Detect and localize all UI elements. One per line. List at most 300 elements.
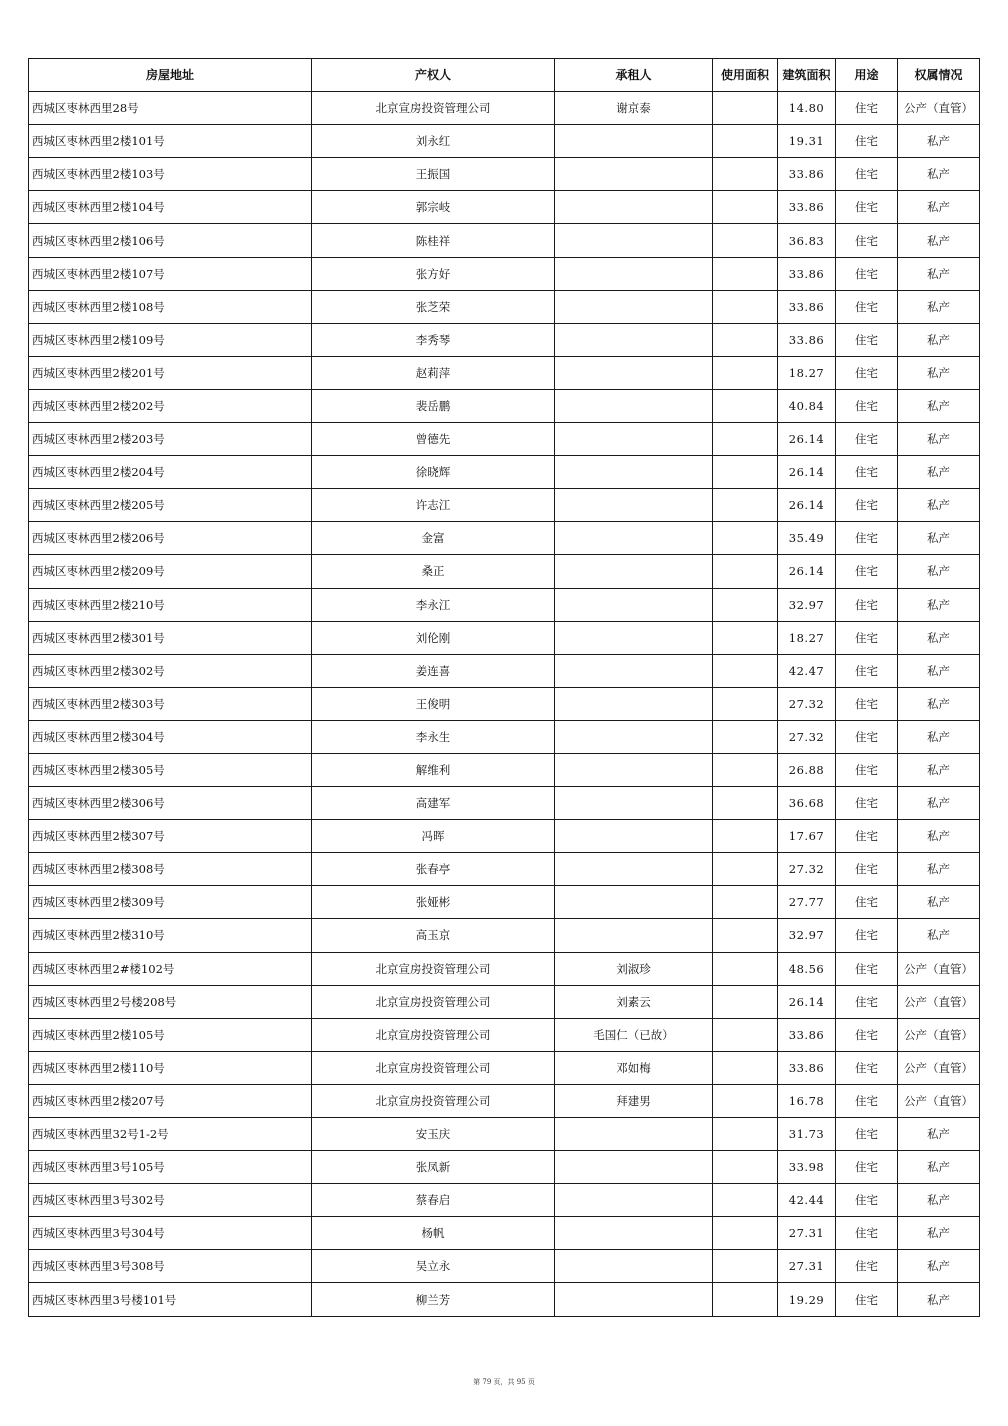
cell-owner: 姜连喜 xyxy=(312,654,555,687)
cell-address: 西城区枣林西里3号楼101号 xyxy=(29,1283,312,1316)
cell-owner: 曾德先 xyxy=(312,423,555,456)
cell-usable-area xyxy=(713,1051,778,1084)
cell-tenant xyxy=(555,919,713,952)
cell-building-area: 27.32 xyxy=(778,720,836,753)
cell-owner: 北京宣房投资管理公司 xyxy=(312,985,555,1018)
table-row xyxy=(29,1217,980,1250)
cell-building-area: 33.86 xyxy=(778,257,836,290)
cell-ownership: 私产 xyxy=(898,687,980,720)
cell-usable-area xyxy=(713,588,778,621)
cell-owner: 北京宣房投资管理公司 xyxy=(312,1051,555,1084)
cell-usage: 住宅 xyxy=(836,654,898,687)
table-row xyxy=(29,125,980,158)
cell-usage: 住宅 xyxy=(836,257,898,290)
cell-address: 西城区枣林西里3号105号 xyxy=(29,1151,312,1184)
table-row xyxy=(29,621,980,654)
cell-ownership: 私产 xyxy=(898,489,980,522)
cell-tenant xyxy=(555,853,713,886)
cell-building-area: 33.86 xyxy=(778,1018,836,1051)
cell-usage: 住宅 xyxy=(836,720,898,753)
cell-usage: 住宅 xyxy=(836,323,898,356)
cell-building-area: 33.86 xyxy=(778,323,836,356)
cell-usable-area xyxy=(713,555,778,588)
column-header-owner: 产权人 xyxy=(312,59,555,92)
cell-ownership: 私产 xyxy=(898,1151,980,1184)
cell-owner: 王振国 xyxy=(312,158,555,191)
cell-ownership: 私产 xyxy=(898,1250,980,1283)
cell-address: 西城区枣林西里2楼307号 xyxy=(29,820,312,853)
cell-owner: 刘伦刚 xyxy=(312,621,555,654)
cell-tenant xyxy=(555,158,713,191)
cell-usage: 住宅 xyxy=(836,919,898,952)
cell-usage: 住宅 xyxy=(836,224,898,257)
column-header-tenant: 承租人 xyxy=(555,59,713,92)
cell-building-area: 17.67 xyxy=(778,820,836,853)
column-header-usable-area: 使用面积 xyxy=(713,59,778,92)
cell-building-area: 48.56 xyxy=(778,952,836,985)
cell-address: 西城区枣林西里2楼107号 xyxy=(29,257,312,290)
table-row xyxy=(29,1084,980,1117)
cell-tenant xyxy=(555,588,713,621)
cell-usable-area xyxy=(713,257,778,290)
cell-tenant xyxy=(555,1184,713,1217)
cell-owner: 北京宣房投资管理公司 xyxy=(312,1084,555,1117)
cell-owner: 赵莉萍 xyxy=(312,356,555,389)
cell-address: 西城区枣林西里28号 xyxy=(29,92,312,125)
cell-building-area: 26.14 xyxy=(778,456,836,489)
cell-address: 西城区枣林西里2楼204号 xyxy=(29,456,312,489)
cell-address: 西城区枣林西里2楼105号 xyxy=(29,1018,312,1051)
cell-usable-area xyxy=(713,1283,778,1316)
cell-ownership: 私产 xyxy=(898,621,980,654)
cell-building-area: 27.77 xyxy=(778,886,836,919)
cell-owner: 裴岳鹏 xyxy=(312,389,555,422)
cell-usable-area xyxy=(713,489,778,522)
cell-usable-area xyxy=(713,389,778,422)
table-row xyxy=(29,820,980,853)
cell-address: 西城区枣林西里2楼209号 xyxy=(29,555,312,588)
cell-owner: 北京宣房投资管理公司 xyxy=(312,92,555,125)
cell-tenant xyxy=(555,621,713,654)
cell-building-area: 33.86 xyxy=(778,191,836,224)
table-row xyxy=(29,356,980,389)
cell-usage: 住宅 xyxy=(836,1283,898,1316)
column-header-usage: 用途 xyxy=(836,59,898,92)
table-row xyxy=(29,952,980,985)
cell-address: 西城区枣林西里2楼202号 xyxy=(29,389,312,422)
cell-usable-area xyxy=(713,1118,778,1151)
table-row xyxy=(29,588,980,621)
cell-ownership: 私产 xyxy=(898,787,980,820)
cell-usage: 住宅 xyxy=(836,1051,898,1084)
cell-usage: 住宅 xyxy=(836,753,898,786)
property-registry-sheet xyxy=(28,58,979,1317)
table-row xyxy=(29,919,980,952)
cell-ownership: 私产 xyxy=(898,588,980,621)
cell-usable-area xyxy=(713,522,778,555)
cell-address: 西城区枣林西里2楼310号 xyxy=(29,919,312,952)
cell-ownership: 私产 xyxy=(898,522,980,555)
cell-usable-area xyxy=(713,1018,778,1051)
table-row xyxy=(29,290,980,323)
cell-building-area: 18.27 xyxy=(778,621,836,654)
cell-address: 西城区枣林西里2楼303号 xyxy=(29,687,312,720)
cell-address: 西城区枣林西里2楼210号 xyxy=(29,588,312,621)
cell-usage: 住宅 xyxy=(836,1118,898,1151)
cell-owner: 张芝荣 xyxy=(312,290,555,323)
cell-ownership: 私产 xyxy=(898,1283,980,1316)
cell-owner: 徐晓辉 xyxy=(312,456,555,489)
cell-building-area: 31.73 xyxy=(778,1118,836,1151)
cell-ownership: 私产 xyxy=(898,456,980,489)
cell-ownership: 私产 xyxy=(898,1118,980,1151)
cell-usage: 住宅 xyxy=(836,985,898,1018)
column-header-ownership: 权属情况 xyxy=(898,59,980,92)
column-header-address: 房屋地址 xyxy=(29,59,312,92)
cell-owner: 陈桂祥 xyxy=(312,224,555,257)
cell-usable-area xyxy=(713,687,778,720)
cell-ownership: 公产（直管） xyxy=(898,952,980,985)
cell-usage: 住宅 xyxy=(836,820,898,853)
cell-usage: 住宅 xyxy=(836,1151,898,1184)
cell-owner: 吴立永 xyxy=(312,1250,555,1283)
cell-tenant xyxy=(555,389,713,422)
table-row xyxy=(29,654,980,687)
cell-usable-area xyxy=(713,191,778,224)
cell-usage: 住宅 xyxy=(836,1217,898,1250)
cell-usage: 住宅 xyxy=(836,522,898,555)
cell-owner: 张凤新 xyxy=(312,1151,555,1184)
cell-tenant xyxy=(555,886,713,919)
cell-usage: 住宅 xyxy=(836,158,898,191)
cell-ownership: 私产 xyxy=(898,191,980,224)
cell-building-area: 33.86 xyxy=(778,1051,836,1084)
table-row xyxy=(29,323,980,356)
cell-usage: 住宅 xyxy=(836,456,898,489)
cell-address: 西城区枣林西里2#楼102号 xyxy=(29,952,312,985)
cell-ownership: 公产（直管） xyxy=(898,1051,980,1084)
cell-owner: 王俊明 xyxy=(312,687,555,720)
cell-tenant xyxy=(555,1250,713,1283)
cell-address: 西城区枣林西里2楼106号 xyxy=(29,224,312,257)
cell-address: 西城区枣林西里2楼308号 xyxy=(29,853,312,886)
cell-building-area: 16.78 xyxy=(778,1084,836,1117)
cell-ownership: 公产（直管） xyxy=(898,92,980,125)
cell-usage: 住宅 xyxy=(836,356,898,389)
cell-usage: 住宅 xyxy=(836,952,898,985)
table-row xyxy=(29,456,980,489)
cell-tenant xyxy=(555,489,713,522)
cell-tenant xyxy=(555,456,713,489)
table-row xyxy=(29,853,980,886)
cell-tenant: 邓如梅 xyxy=(555,1051,713,1084)
cell-usage: 住宅 xyxy=(836,853,898,886)
table-row xyxy=(29,1018,980,1051)
cell-building-area: 33.86 xyxy=(778,290,836,323)
cell-tenant xyxy=(555,787,713,820)
cell-address: 西城区枣林西里2楼203号 xyxy=(29,423,312,456)
table-row xyxy=(29,224,980,257)
table-row xyxy=(29,1184,980,1217)
cell-tenant xyxy=(555,687,713,720)
cell-address: 西城区枣林西里2楼304号 xyxy=(29,720,312,753)
cell-usage: 住宅 xyxy=(836,1084,898,1117)
table-row xyxy=(29,985,980,1018)
cell-usage: 住宅 xyxy=(836,423,898,456)
cell-usage: 住宅 xyxy=(836,1250,898,1283)
cell-usable-area xyxy=(713,1250,778,1283)
cell-ownership: 私产 xyxy=(898,1217,980,1250)
cell-address: 西城区枣林西里2楼101号 xyxy=(29,125,312,158)
cell-tenant xyxy=(555,753,713,786)
cell-usage: 住宅 xyxy=(836,588,898,621)
cell-ownership: 私产 xyxy=(898,224,980,257)
cell-tenant xyxy=(555,191,713,224)
table-row xyxy=(29,886,980,919)
cell-owner: 高建军 xyxy=(312,787,555,820)
table-row xyxy=(29,1051,980,1084)
cell-building-area: 33.98 xyxy=(778,1151,836,1184)
cell-usable-area xyxy=(713,125,778,158)
cell-usage: 住宅 xyxy=(836,489,898,522)
cell-usable-area xyxy=(713,423,778,456)
cell-ownership: 私产 xyxy=(898,158,980,191)
table-row xyxy=(29,92,980,125)
cell-owner: 张方好 xyxy=(312,257,555,290)
cell-address: 西城区枣林西里2楼206号 xyxy=(29,522,312,555)
cell-ownership: 私产 xyxy=(898,323,980,356)
cell-address: 西城区枣林西里2楼108号 xyxy=(29,290,312,323)
cell-usage: 住宅 xyxy=(836,1018,898,1051)
cell-owner: 解维利 xyxy=(312,753,555,786)
cell-usable-area xyxy=(713,158,778,191)
cell-address: 西城区枣林西里2楼205号 xyxy=(29,489,312,522)
cell-ownership: 私产 xyxy=(898,820,980,853)
cell-address: 西城区枣林西里2楼309号 xyxy=(29,886,312,919)
cell-usable-area xyxy=(713,290,778,323)
cell-building-area: 32.97 xyxy=(778,919,836,952)
table-row xyxy=(29,1283,980,1316)
cell-ownership: 私产 xyxy=(898,853,980,886)
cell-tenant xyxy=(555,423,713,456)
table-body xyxy=(29,92,980,1316)
cell-ownership: 私产 xyxy=(898,389,980,422)
table-row xyxy=(29,1151,980,1184)
cell-building-area: 26.88 xyxy=(778,753,836,786)
cell-usage: 住宅 xyxy=(836,92,898,125)
cell-usage: 住宅 xyxy=(836,555,898,588)
cell-usable-area xyxy=(713,92,778,125)
cell-address: 西城区枣林西里2楼109号 xyxy=(29,323,312,356)
table-row xyxy=(29,423,980,456)
cell-tenant xyxy=(555,1217,713,1250)
cell-tenant xyxy=(555,356,713,389)
table-row xyxy=(29,257,980,290)
cell-building-area: 26.14 xyxy=(778,489,836,522)
cell-usage: 住宅 xyxy=(836,125,898,158)
cell-address: 西城区枣林西里2号楼208号 xyxy=(29,985,312,1018)
cell-building-area: 36.68 xyxy=(778,787,836,820)
table-row xyxy=(29,753,980,786)
cell-ownership: 私产 xyxy=(898,1184,980,1217)
cell-building-area: 35.49 xyxy=(778,522,836,555)
cell-owner: 北京宣房投资管理公司 xyxy=(312,1018,555,1051)
cell-building-area: 27.32 xyxy=(778,687,836,720)
cell-owner: 张春亭 xyxy=(312,853,555,886)
cell-owner: 李永生 xyxy=(312,720,555,753)
cell-building-area: 19.29 xyxy=(778,1283,836,1316)
cell-ownership: 私产 xyxy=(898,257,980,290)
cell-building-area: 26.14 xyxy=(778,985,836,1018)
cell-tenant: 拜建男 xyxy=(555,1084,713,1117)
cell-tenant xyxy=(555,1151,713,1184)
cell-tenant xyxy=(555,555,713,588)
cell-usage: 住宅 xyxy=(836,1184,898,1217)
cell-address: 西城区枣林西里3号304号 xyxy=(29,1217,312,1250)
cell-building-area: 26.14 xyxy=(778,555,836,588)
cell-building-area: 36.83 xyxy=(778,224,836,257)
cell-usable-area xyxy=(713,1217,778,1250)
cell-usable-area xyxy=(713,753,778,786)
cell-ownership: 私产 xyxy=(898,919,980,952)
cell-tenant xyxy=(555,1283,713,1316)
table-row xyxy=(29,1118,980,1151)
cell-usable-area xyxy=(713,820,778,853)
cell-building-area: 18.27 xyxy=(778,356,836,389)
cell-address: 西城区枣林西里2楼201号 xyxy=(29,356,312,389)
cell-tenant: 谢京泰 xyxy=(555,92,713,125)
table-row xyxy=(29,522,980,555)
cell-owner: 杨帆 xyxy=(312,1217,555,1250)
cell-ownership: 公产（直管） xyxy=(898,1084,980,1117)
cell-address: 西城区枣林西里2楼305号 xyxy=(29,753,312,786)
cell-owner: 李秀琴 xyxy=(312,323,555,356)
cell-ownership: 私产 xyxy=(898,654,980,687)
cell-tenant: 刘素云 xyxy=(555,985,713,1018)
cell-ownership: 公产（直管） xyxy=(898,985,980,1018)
cell-usage: 住宅 xyxy=(836,687,898,720)
cell-address: 西城区枣林西里2楼207号 xyxy=(29,1084,312,1117)
cell-tenant xyxy=(555,290,713,323)
cell-address: 西城区枣林西里2楼301号 xyxy=(29,621,312,654)
cell-address: 西城区枣林西里2楼306号 xyxy=(29,787,312,820)
table-row xyxy=(29,158,980,191)
property-table xyxy=(28,58,980,1317)
cell-tenant: 刘淑珍 xyxy=(555,952,713,985)
cell-building-area: 27.31 xyxy=(778,1250,836,1283)
cell-usage: 住宅 xyxy=(836,389,898,422)
cell-tenant xyxy=(555,323,713,356)
cell-usable-area xyxy=(713,1084,778,1117)
cell-building-area: 27.31 xyxy=(778,1217,836,1250)
cell-address: 西城区枣林西里2楼302号 xyxy=(29,654,312,687)
cell-ownership: 公产（直管） xyxy=(898,1018,980,1051)
cell-usable-area xyxy=(713,1151,778,1184)
cell-building-area: 32.97 xyxy=(778,588,836,621)
table-row xyxy=(29,489,980,522)
cell-owner: 张娅彬 xyxy=(312,886,555,919)
cell-ownership: 私产 xyxy=(898,555,980,588)
cell-tenant xyxy=(555,522,713,555)
cell-building-area: 33.86 xyxy=(778,158,836,191)
cell-usable-area xyxy=(713,985,778,1018)
table-row xyxy=(29,720,980,753)
cell-usable-area xyxy=(713,654,778,687)
cell-usable-area xyxy=(713,853,778,886)
cell-usable-area xyxy=(713,621,778,654)
cell-address: 西城区枣林西里32号1-2号 xyxy=(29,1118,312,1151)
cell-usage: 住宅 xyxy=(836,290,898,323)
cell-owner: 高玉京 xyxy=(312,919,555,952)
table-row xyxy=(29,787,980,820)
cell-owner: 柳兰芳 xyxy=(312,1283,555,1316)
cell-usable-area xyxy=(713,787,778,820)
cell-address: 西城区枣林西里2楼103号 xyxy=(29,158,312,191)
cell-tenant xyxy=(555,224,713,257)
cell-usable-area xyxy=(713,356,778,389)
cell-usage: 住宅 xyxy=(836,787,898,820)
cell-owner: 许志江 xyxy=(312,489,555,522)
cell-address: 西城区枣林西里3号308号 xyxy=(29,1250,312,1283)
cell-owner: 郭宗岐 xyxy=(312,191,555,224)
cell-building-area: 19.31 xyxy=(778,125,836,158)
cell-ownership: 私产 xyxy=(898,423,980,456)
cell-ownership: 私产 xyxy=(898,356,980,389)
cell-address: 西城区枣林西里2楼104号 xyxy=(29,191,312,224)
table-row xyxy=(29,687,980,720)
cell-usable-area xyxy=(713,456,778,489)
cell-owner: 安玉庆 xyxy=(312,1118,555,1151)
table-row xyxy=(29,191,980,224)
cell-tenant xyxy=(555,125,713,158)
cell-ownership: 私产 xyxy=(898,886,980,919)
cell-owner: 北京宣房投资管理公司 xyxy=(312,952,555,985)
cell-usable-area xyxy=(713,886,778,919)
cell-address: 西城区枣林西里2楼110号 xyxy=(29,1051,312,1084)
column-header-building-area: 建筑面积 xyxy=(778,59,836,92)
cell-usage: 住宅 xyxy=(836,886,898,919)
cell-owner: 桑正 xyxy=(312,555,555,588)
cell-owner: 冯晖 xyxy=(312,820,555,853)
cell-owner: 李永江 xyxy=(312,588,555,621)
cell-tenant xyxy=(555,820,713,853)
cell-building-area: 42.44 xyxy=(778,1184,836,1217)
cell-ownership: 私产 xyxy=(898,290,980,323)
cell-usable-area xyxy=(713,919,778,952)
header-row xyxy=(29,59,980,92)
cell-usable-area xyxy=(713,224,778,257)
cell-ownership: 私产 xyxy=(898,720,980,753)
cell-owner: 蔡春启 xyxy=(312,1184,555,1217)
cell-usable-area xyxy=(713,952,778,985)
table-row xyxy=(29,1250,980,1283)
cell-tenant xyxy=(555,1118,713,1151)
cell-tenant xyxy=(555,654,713,687)
cell-usage: 住宅 xyxy=(836,191,898,224)
table-row xyxy=(29,389,980,422)
cell-usage: 住宅 xyxy=(836,621,898,654)
page-footer: 第 79 页，共 95 页 xyxy=(473,1378,535,1386)
cell-tenant xyxy=(555,257,713,290)
cell-ownership: 私产 xyxy=(898,753,980,786)
cell-building-area: 40.84 xyxy=(778,389,836,422)
cell-ownership: 私产 xyxy=(898,125,980,158)
table-row xyxy=(29,555,980,588)
cell-tenant: 毛国仁（已故） xyxy=(555,1018,713,1051)
cell-owner: 金富 xyxy=(312,522,555,555)
cell-usable-area xyxy=(713,1184,778,1217)
cell-building-area: 14.80 xyxy=(778,92,836,125)
